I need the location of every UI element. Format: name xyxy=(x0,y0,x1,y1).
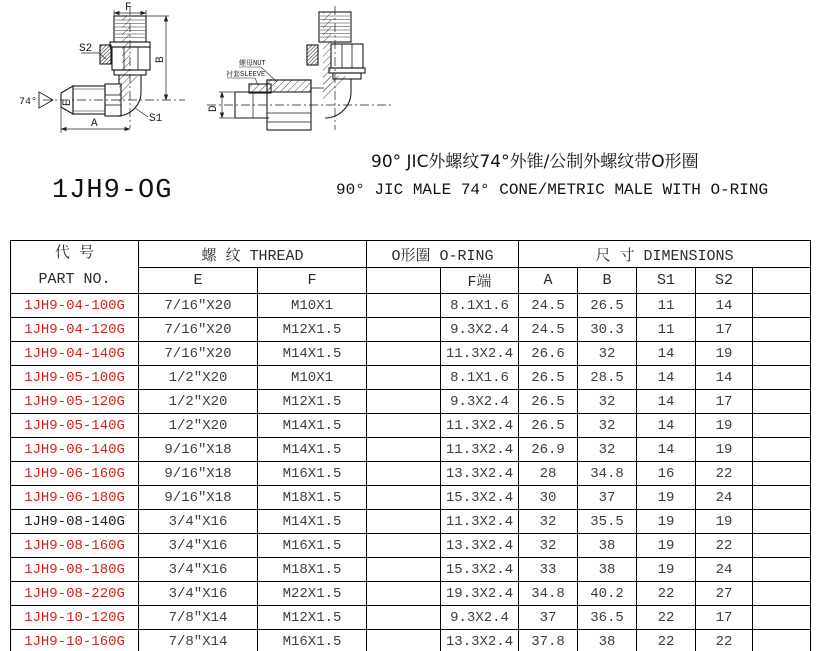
dim-b-cell: 37 xyxy=(578,486,637,510)
dim-b-cell: 38 xyxy=(578,558,637,582)
nut-hatch xyxy=(267,80,311,92)
empty-cell xyxy=(753,606,811,630)
thread-f-cell: M10X1 xyxy=(258,294,367,318)
header-part-no xyxy=(11,241,139,294)
dim-s2-cell: 19 xyxy=(696,414,753,438)
table-row xyxy=(11,390,811,414)
dim-label-b: B xyxy=(155,56,167,63)
series-code: 1JH9-OG xyxy=(52,176,173,206)
thread-f-cell: M12X1.5 xyxy=(258,606,367,630)
empty-cell xyxy=(367,606,441,630)
dim-a-cell: 26.9 xyxy=(519,438,578,462)
header-col-a: A xyxy=(519,268,578,294)
dim-label-e: E xyxy=(62,99,74,106)
empty-cell xyxy=(367,390,441,414)
dim-a-cell: 26.6 xyxy=(519,342,578,366)
dim-s2-cell: 14 xyxy=(696,366,753,390)
thread-f-cell: M16X1.5 xyxy=(258,462,367,486)
table-row xyxy=(11,606,811,630)
title-chinese: 90° JIC外螺纹74°外锥/公制外螺纹带O形圈 xyxy=(371,152,699,172)
dim-s1-cell: 14 xyxy=(637,390,696,414)
part-no-cell: 1JH9-08-160G xyxy=(11,534,139,558)
dim-s2-cell: 19 xyxy=(696,510,753,534)
dim-b-cell: 26.5 xyxy=(578,294,637,318)
dim-b-cell: 32 xyxy=(578,390,637,414)
dim-s2-cell: 14 xyxy=(696,294,753,318)
angle-label-74: 74° xyxy=(19,97,38,108)
bend-hatch xyxy=(323,76,351,102)
table-row xyxy=(11,294,811,318)
dim-label-f: F xyxy=(125,2,132,14)
table-row xyxy=(11,534,811,558)
empty-cell xyxy=(753,462,811,486)
thread-e-cell: 1/2″X20 xyxy=(139,414,258,438)
dim-s2-cell: 22 xyxy=(696,462,753,486)
dim-b-cell: 35.5 xyxy=(578,510,637,534)
thread-f-cell: M12X1.5 xyxy=(258,390,367,414)
oring-fend-cell: 9.3X2.4 xyxy=(441,318,519,342)
empty-cell xyxy=(367,582,441,606)
empty-cell xyxy=(753,390,811,414)
thread-e-cell: 3/4″X16 xyxy=(139,534,258,558)
dim-b-cell: 30.3 xyxy=(578,318,637,342)
dim-b-cell: 32 xyxy=(578,342,637,366)
dim-a-cell: 28 xyxy=(519,462,578,486)
header-col-blank2 xyxy=(753,268,811,294)
empty-cell xyxy=(753,582,811,606)
title-english: 90° JIC MALE 74° CONE/METRIC MALE WITH O-RING xyxy=(336,181,769,199)
dim-b-cell: 38 xyxy=(578,630,637,651)
thread-f-cell: M14X1.5 xyxy=(258,414,367,438)
dim-b-cell: 32 xyxy=(578,438,637,462)
empty-cell xyxy=(753,438,811,462)
right-drawing xyxy=(195,0,425,150)
dim-s1-cell: 11 xyxy=(637,318,696,342)
empty-cell xyxy=(753,366,811,390)
table-row xyxy=(11,486,811,510)
empty-cell xyxy=(367,294,441,318)
hex-body xyxy=(331,44,363,68)
table-row xyxy=(11,582,811,606)
thread-e-cell: 9/16″X18 xyxy=(139,462,258,486)
empty-cell xyxy=(367,486,441,510)
thread-e-cell: 7/16″X20 xyxy=(139,342,258,366)
table-row xyxy=(11,510,811,534)
dim-s2-cell: 17 xyxy=(696,318,753,342)
section-hatch xyxy=(122,16,130,76)
thread-e-cell: 3/4″X16 xyxy=(139,558,258,582)
dim-s2-cell: 22 xyxy=(696,630,753,651)
header-row-1 xyxy=(11,241,811,268)
dim-s2-cell: 22 xyxy=(696,534,753,558)
dim-a-cell: 32 xyxy=(519,510,578,534)
dim-s2-cell: 17 xyxy=(696,606,753,630)
thread-e-cell: 9/16″X18 xyxy=(139,438,258,462)
dim-a-cell: 24.5 xyxy=(519,294,578,318)
header-col-blank xyxy=(367,268,441,294)
dim-s1-cell: 19 xyxy=(637,486,696,510)
table-row xyxy=(11,414,811,438)
part-no-cell: 1JH9-05-140G xyxy=(11,414,139,438)
empty-cell xyxy=(753,486,811,510)
dim-s2-cell: 24 xyxy=(696,558,753,582)
dim-s1-cell: 22 xyxy=(637,606,696,630)
oring-fend-cell: 13.3X2.4 xyxy=(441,630,519,651)
oring-fend-cell: 11.3X2.4 xyxy=(441,438,519,462)
part-no-cell: 1JH9-05-120G xyxy=(11,390,139,414)
thread-e-cell: 7/16″X20 xyxy=(139,294,258,318)
header-col-s2: S2 xyxy=(696,268,753,294)
empty-cell xyxy=(367,534,441,558)
table-row xyxy=(11,630,811,651)
header-col-e: E xyxy=(139,268,258,294)
dim-a-cell: 34.8 xyxy=(519,582,578,606)
empty-cell xyxy=(753,414,811,438)
thread-f-cell: M16X1.5 xyxy=(258,630,367,651)
header-part-en: PART NO. xyxy=(38,271,111,288)
thread-e-cell: 1/2″X20 xyxy=(139,390,258,414)
table-row xyxy=(11,342,811,366)
thread-f-cell: M12X1.5 xyxy=(258,318,367,342)
o-ring xyxy=(307,45,318,65)
dim-s1-cell: 22 xyxy=(637,582,696,606)
dim-b-cell: 34.8 xyxy=(578,462,637,486)
oring-fend-cell: 15.3X2.4 xyxy=(441,558,519,582)
dim-b-cell: 28.5 xyxy=(578,366,637,390)
dim-a-cell: 26.5 xyxy=(519,390,578,414)
empty-cell xyxy=(753,510,811,534)
dim-s1-cell: 11 xyxy=(637,294,696,318)
dim-b-cell: 40.2 xyxy=(578,582,637,606)
empty-cell xyxy=(367,630,441,651)
oring-fend-cell: 11.3X2.4 xyxy=(441,342,519,366)
oring-fend-cell: 8.1X1.6 xyxy=(441,366,519,390)
thread-e-cell: 3/4″X16 xyxy=(139,582,258,606)
dim-label-s2: S2 xyxy=(79,43,93,55)
hex-body xyxy=(112,47,150,70)
oring-fend-cell: 9.3X2.4 xyxy=(441,390,519,414)
header-col-fend: F端 xyxy=(441,268,519,294)
nut-label: 螺母NUT xyxy=(239,60,266,68)
thread-e-cell: 7/8″X14 xyxy=(139,630,258,651)
dim-a-cell: 26.5 xyxy=(519,414,578,438)
thread-f-cell: M14X1.5 xyxy=(258,342,367,366)
oring-fend-cell: 13.3X2.4 xyxy=(441,462,519,486)
spec-table xyxy=(10,240,811,651)
thread-f-cell: M16X1.5 xyxy=(258,534,367,558)
dim-b-cell: 36.5 xyxy=(578,606,637,630)
thread-f-cell: M18X1.5 xyxy=(258,486,367,510)
oring-fend-cell: 8.1X1.6 xyxy=(441,294,519,318)
dim-b-cell: 32 xyxy=(578,414,637,438)
empty-cell xyxy=(367,366,441,390)
thread-e-cell: 1/2″X20 xyxy=(139,366,258,390)
oring-fend-cell: 15.3X2.4 xyxy=(441,486,519,510)
thread-f-cell: M14X1.5 xyxy=(258,510,367,534)
dim-s1-cell: 19 xyxy=(637,534,696,558)
thread-f-cell: M14X1.5 xyxy=(258,438,367,462)
dim-a-cell: 26.5 xyxy=(519,366,578,390)
empty-cell xyxy=(753,534,811,558)
empty-cell xyxy=(367,558,441,582)
header-col-s1: S1 xyxy=(637,268,696,294)
dim-s2-cell: 24 xyxy=(696,486,753,510)
table-row xyxy=(11,366,811,390)
part-no-cell: 1JH9-04-140G xyxy=(11,342,139,366)
o-ring xyxy=(100,45,111,64)
sleeve-label: 衬套SLEEVE xyxy=(226,71,266,79)
oring-fend-cell: 9.3X2.4 xyxy=(441,606,519,630)
header-col-b: B xyxy=(578,268,637,294)
dim-s2-cell: 27 xyxy=(696,582,753,606)
header-thread: 螺 纹 THREAD xyxy=(139,241,367,268)
oring-fend-cell: 11.3X2.4 xyxy=(441,510,519,534)
empty-cell xyxy=(367,342,441,366)
thread-f-cell: M18X1.5 xyxy=(258,558,367,582)
dim-s1-cell: 14 xyxy=(637,366,696,390)
empty-cell xyxy=(367,510,441,534)
dim-a-cell: 37 xyxy=(519,606,578,630)
thread-f-cell: M10X1 xyxy=(258,366,367,390)
dim-a-cell: 24.5 xyxy=(519,318,578,342)
dim-s1-cell: 19 xyxy=(637,510,696,534)
table-row xyxy=(11,318,811,342)
dim-s1-cell: 22 xyxy=(637,630,696,651)
oring-fend-cell: 13.3X2.4 xyxy=(441,534,519,558)
thread-e-cell: 9/16″X18 xyxy=(139,486,258,510)
dim-s1-cell: 14 xyxy=(637,342,696,366)
part-no-cell: 1JH9-06-180G xyxy=(11,486,139,510)
empty-cell xyxy=(753,318,811,342)
dim-label-d: D xyxy=(208,105,220,112)
part-no-cell: 1JH9-08-140G xyxy=(11,510,139,534)
part-no-cell: 1JH9-10-120G xyxy=(11,606,139,630)
empty-cell xyxy=(367,438,441,462)
oring-fend-cell: 11.3X2.4 xyxy=(441,414,519,438)
thread-f-cell: M22X1.5 xyxy=(258,582,367,606)
part-no-cell: 1JH9-05-100G xyxy=(11,366,139,390)
part-no-cell: 1JH9-04-120G xyxy=(11,318,139,342)
dim-s1-cell: 16 xyxy=(637,462,696,486)
part-no-cell: 1JH9-04-100G xyxy=(11,294,139,318)
empty-cell xyxy=(753,558,811,582)
header-dimensions: 尺 寸 DIMENSIONS xyxy=(519,241,811,268)
left-drawing xyxy=(15,0,200,150)
dim-a-cell: 32 xyxy=(519,534,578,558)
part-no-cell: 1JH9-10-160G xyxy=(11,630,139,651)
dim-label-a: A xyxy=(91,118,98,130)
empty-cell xyxy=(753,342,811,366)
oring-fend-cell: 19.3X2.4 xyxy=(441,582,519,606)
header-part-cn: 代 号 xyxy=(54,245,94,262)
part-no-cell: 1JH9-06-160G xyxy=(11,462,139,486)
dim-a-cell: 33 xyxy=(519,558,578,582)
dim-s1-cell: 14 xyxy=(637,438,696,462)
dim-label-s1: S1 xyxy=(149,113,163,125)
table-row xyxy=(11,462,811,486)
empty-cell xyxy=(367,414,441,438)
table-row xyxy=(11,558,811,582)
thread-e-cell: 3/4″X16 xyxy=(139,510,258,534)
header-col-f: F xyxy=(258,268,367,294)
dim-b-cell: 38 xyxy=(578,534,637,558)
dim-s1-cell: 14 xyxy=(637,414,696,438)
dim-a-cell: 37.8 xyxy=(519,630,578,651)
empty-cell xyxy=(753,294,811,318)
dim-s2-cell: 17 xyxy=(696,390,753,414)
part-no-cell: 1JH9-08-180G xyxy=(11,558,139,582)
header-oring: O形圈 O-RING xyxy=(367,241,519,268)
part-no-cell: 1JH9-06-140G xyxy=(11,438,139,462)
thread-e-cell: 7/8″X14 xyxy=(139,606,258,630)
empty-cell xyxy=(367,318,441,342)
part-no-cell: 1JH9-08-220G xyxy=(11,582,139,606)
dim-s2-cell: 19 xyxy=(696,438,753,462)
thread-e-cell: 7/16″X20 xyxy=(139,318,258,342)
dim-s2-cell: 19 xyxy=(696,342,753,366)
empty-cell xyxy=(753,630,811,651)
table-row xyxy=(11,438,811,462)
empty-cell xyxy=(367,462,441,486)
dim-s1-cell: 19 xyxy=(637,558,696,582)
dim-a-cell: 30 xyxy=(519,486,578,510)
